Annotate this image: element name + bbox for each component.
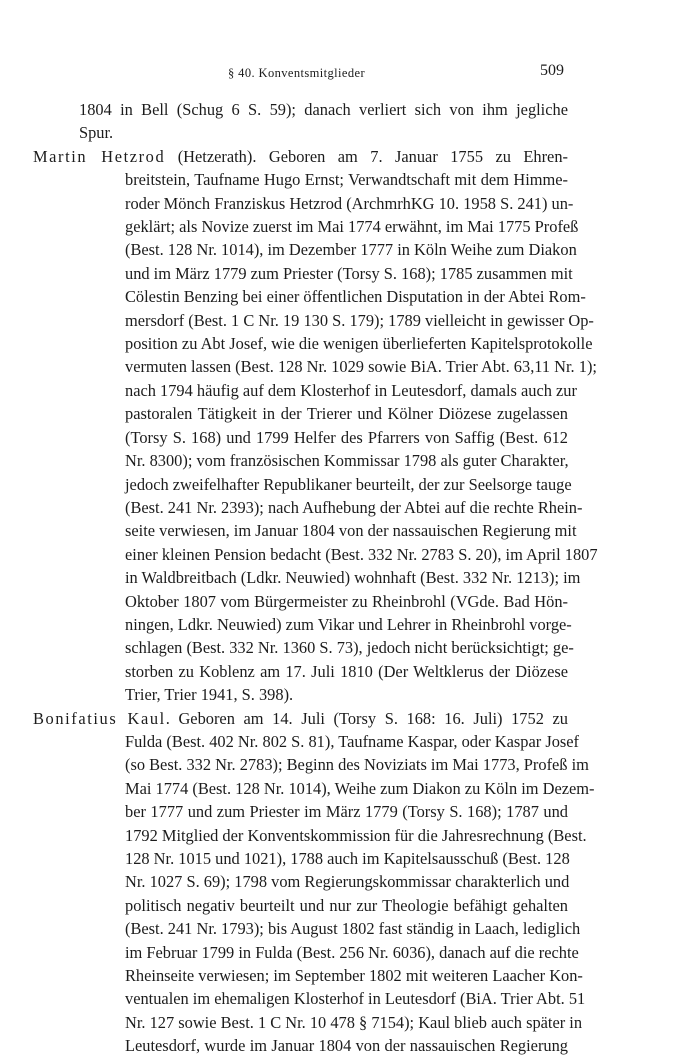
text-line: pastoralen Tätigkeit in der Trierer und Kölner Diözese zugelassen	[125, 404, 568, 424]
text-line: position zu Abt Josef, wie die wenigen überlieferten Kapitelsprotokolle	[125, 334, 593, 354]
text-line: 1792 Mitglied der Konventskommission für die Jahresrechnung (Best.	[125, 825, 587, 845]
text-line: im Februar 1799 in Fulda (Best. 256 Nr. 6036), danach auf die rechte	[125, 942, 579, 962]
text-line: mersdorf (Best. 1 C Nr. 19 130 S. 179); 1789 vielleicht in gewisser Op-	[125, 310, 594, 330]
text-line: geklärt; als Novize zuerst im Mai 1774 erwähnt, im Mai 1775 Profeß	[125, 217, 579, 237]
text-segment: (Hetzerath). Geboren am 7. Januar 1755 zu Ehren-	[165, 146, 568, 166]
text-line: (Torsy S. 168) und 1799 Helfer des Pfarrers von Saffig (Best. 612	[125, 427, 568, 447]
entry-martin-hetzrod	[33, 145, 598, 707]
running-head: § 40. Konventsmitglieder	[228, 66, 366, 80]
text-line: jedoch zweifelhafter Republikaner beurteilt, der zur Seelsorge tauge	[125, 474, 572, 494]
text-line: ventualen im ehemaligen Klosterhof in Leutesdorf (BiA. Trier Abt. 51	[125, 989, 586, 1009]
text-line: Nr. 8300); vom französischen Kommissar 1798 als guter Charakter,	[125, 451, 569, 471]
text-line: vermuten lassen (Best. 128 Nr. 1029 sowie BiA. Trier Abt. 63,11 Nr. 1);	[125, 357, 597, 377]
text-line: nach 1794 häufig auf dem Klosterhof in Leutesdorf, damals auch zur	[125, 380, 577, 400]
text-line: Rheinseite verwiesen; im September 1802 mit weiteren Laacher Kon-	[125, 966, 583, 986]
text-line: roder Mönch Franziskus Hetzrod (ArchmrhKG 10. 1958 S. 241) un-	[125, 193, 574, 213]
text-line: Trier, Trier 1941, S. 398).	[125, 685, 294, 705]
text-line: storben zu Koblenz am 17. Juli 1810 (Der Weltklerus der Diözese	[125, 661, 568, 681]
text-line: (Best. 241 Nr. 1793); bis August 1802 fast ständig in Laach, lediglich	[125, 919, 581, 939]
text-line: Spur.	[79, 123, 114, 143]
entry-continuation	[33, 98, 568, 145]
entry-name: Bonifatius Kaul	[33, 708, 166, 728]
text-line: Oktober 1807 vom Bürgermeister zu Rheinbrohl (VGde. Bad Hön-	[125, 591, 568, 611]
text-line: ber 1777 und zum Priester im März 1779 (Torsy S. 168); 1787 und	[125, 802, 568, 822]
text-line: schlagen (Best. 332 Nr. 1360 S. 73), jedoch nicht berücksichtigt; ge-	[125, 638, 574, 658]
text-line: (Best. 128 Nr. 1014), im Dezember 1777 in Köln Weihe zum Diakon	[125, 240, 577, 260]
text-line: Cölestin Benzing bei einer öffentlichen Disputation in der Abtei Rom-	[125, 287, 586, 307]
text-line: Mai 1774 (Best. 128 Nr. 1014), Weihe zum Diakon zu Köln im Dezem-	[125, 778, 595, 798]
text-line: in Waldbreitbach (Ldkr. Neuwied) wohnhaft (Best. 332 Nr. 1213); im	[125, 568, 581, 588]
text-line: (so Best. 332 Nr. 2783); Beginn des Noviziats im Mai 1773, Profeß im	[125, 755, 589, 775]
text-line: und im März 1779 zum Priester (Torsy S. 168); 1785 zusammen mit	[125, 263, 573, 283]
text-line	[33, 707, 568, 730]
text-line: 1804 in Bell (Schug 6 S. 59); danach verliert sich von ihm jegliche	[79, 100, 568, 119]
text-line: seite verwiesen, im Januar 1804 von der nassauischen Regierung mit	[125, 521, 577, 541]
text-line	[33, 145, 568, 168]
text-line: breitstein, Taufname Hugo Ernst; Verwandtschaft mit dem Himme-	[125, 170, 568, 190]
page-header	[0, 62, 700, 84]
text-line: Leutesdorf, wurde im Januar 1804 von der nassauischen Regierung	[125, 1036, 568, 1056]
text-line: Fulda (Best. 402 Nr. 802 S. 81), Taufname Kaspar, oder Kaspar Josef	[125, 731, 580, 751]
text-line: politisch negativ beurteilt und nur zur Theologie befähigt gehalten	[125, 895, 568, 915]
text-line: Nr. 1027 S. 69); 1798 vom Regierungskommissar charakterlich und	[125, 872, 570, 892]
text-line: einer kleinen Pension bedacht (Best. 332 Nr. 2783 S. 20), im April 1807	[125, 544, 598, 564]
text-line: Nr. 127 sowie Best. 1 C Nr. 10 478 § 7154); Kaul blieb auch später in	[125, 1012, 583, 1032]
text-line: ningen, Ldkr. Neuwied) zum Vikar und Lehrer in Rheinbrohl vorge-	[125, 614, 572, 634]
text-segment: . Geboren am 14. Juli (Torsy S. 168: 16. Juli) 1752 zu	[165, 708, 568, 728]
text-line: (Best. 241 Nr. 2393); nach Aufhebung der Abtei auf die rechte Rhein-	[125, 497, 583, 517]
entry-bonifatius-kaul	[33, 707, 595, 1058]
text-line: 128 Nr. 1015 und 1021), 1788 auch im Kapitelsausschuß (Best. 128	[125, 849, 570, 868]
body-text	[33, 98, 598, 1058]
entry-name: Martin Hetzrod	[33, 146, 166, 166]
page-number: 509	[540, 62, 564, 79]
